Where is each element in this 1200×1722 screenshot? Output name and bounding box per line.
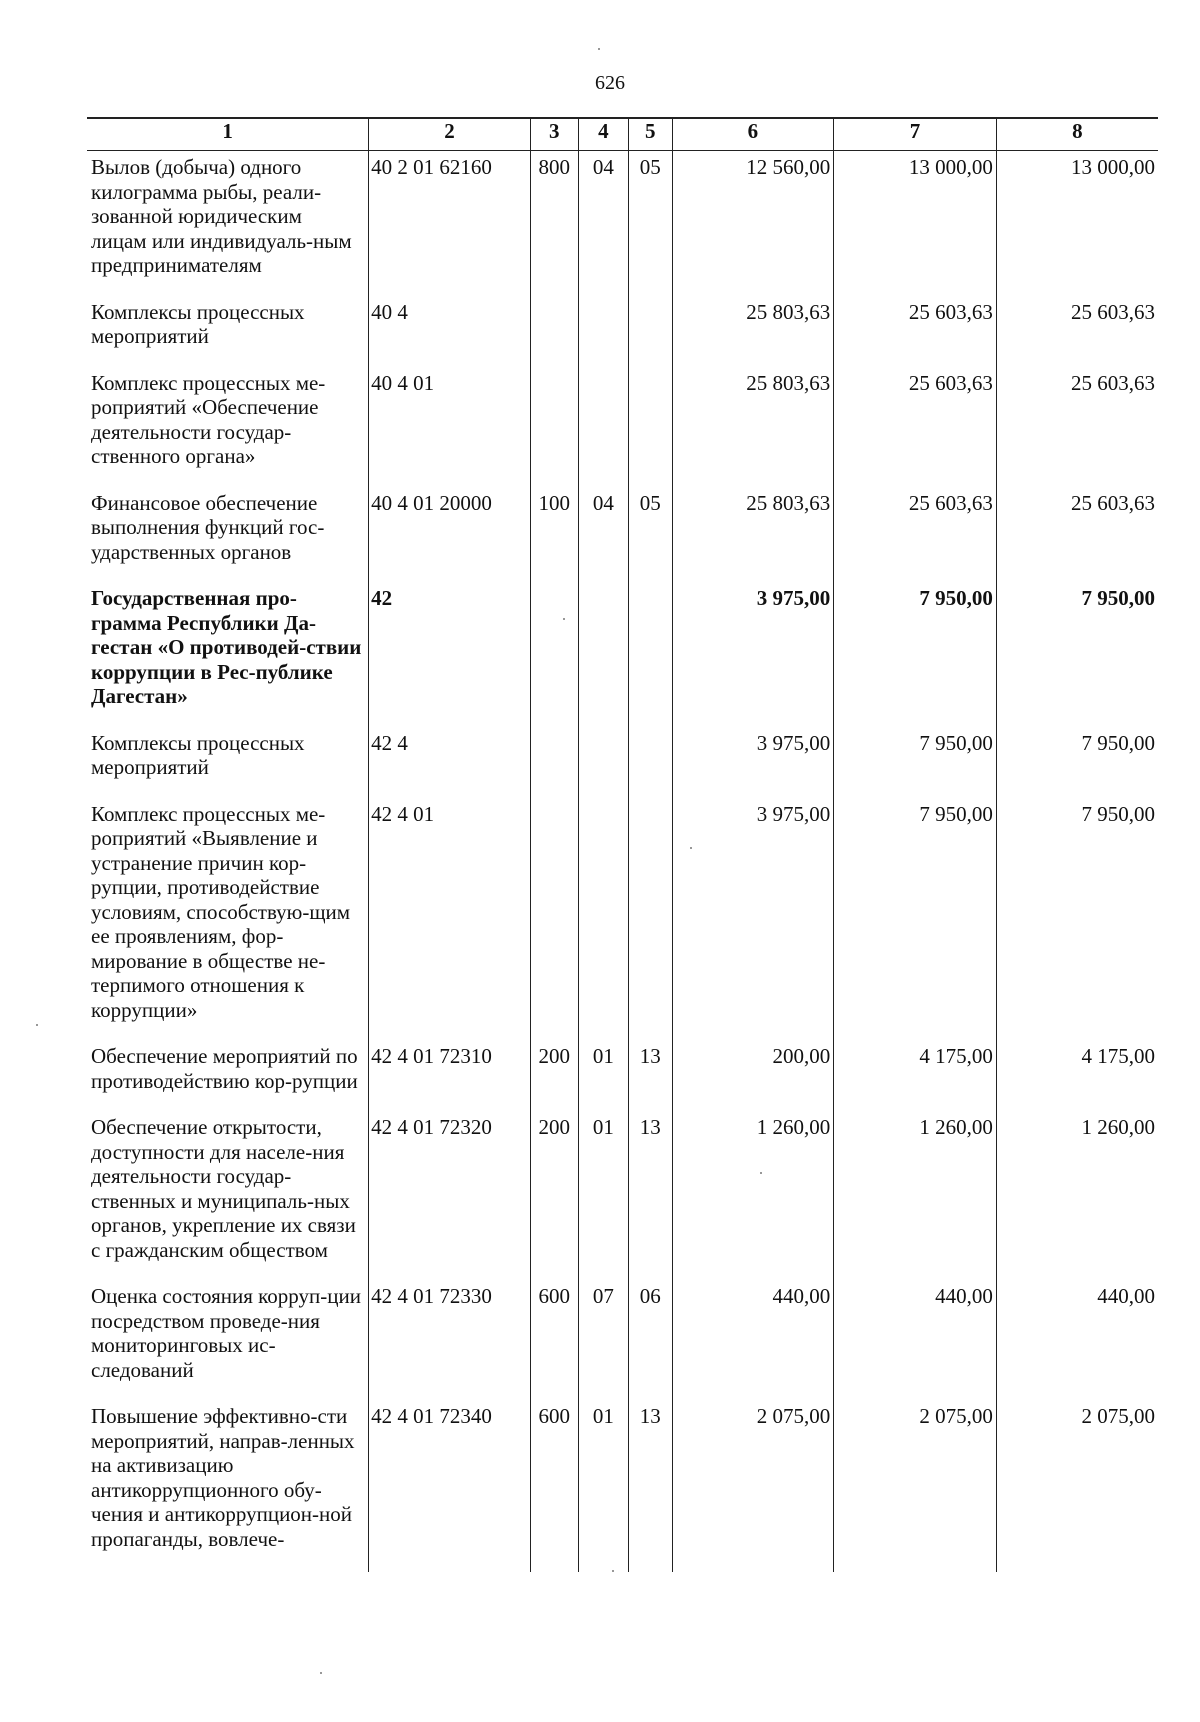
table-row bbox=[87, 1280, 1158, 1400]
row-col4-cell bbox=[578, 798, 628, 1041]
row-value8-cell: 2 075,00 bbox=[996, 1400, 1158, 1572]
column-header-1: 1 bbox=[87, 118, 369, 151]
row-value7-cell: 440,00 bbox=[834, 1280, 997, 1400]
row-col4-cell bbox=[578, 727, 628, 798]
row-col4-cell: 01 bbox=[578, 1400, 628, 1572]
row-value8-cell: 7 950,00 bbox=[996, 727, 1158, 798]
column-header-3: 3 bbox=[530, 118, 578, 151]
row-value8-cell: 25 603,63 bbox=[996, 296, 1158, 367]
row-value7-cell: 7 950,00 bbox=[834, 798, 997, 1041]
row-col3-cell bbox=[530, 367, 578, 487]
table-row bbox=[87, 367, 1158, 487]
row-code-cell: 42 4 01 72320 bbox=[369, 1111, 531, 1280]
row-value6-cell: 12 560,00 bbox=[672, 151, 834, 296]
table-row bbox=[87, 487, 1158, 583]
row-col4-cell: 04 bbox=[578, 487, 628, 583]
row-col4-cell bbox=[578, 582, 628, 727]
table-row bbox=[87, 1040, 1158, 1111]
row-col3-cell bbox=[530, 798, 578, 1041]
row-code-cell: 42 4 01 72330 bbox=[369, 1280, 531, 1400]
row-col3-cell: 600 bbox=[530, 1400, 578, 1572]
scan-speck bbox=[612, 1570, 614, 1572]
row-value7-cell: 13 000,00 bbox=[834, 151, 997, 296]
row-value8-cell: 7 950,00 bbox=[996, 798, 1158, 1041]
row-name-cell: Комплекс процессных ме-роприятий «Выявление и устранение причин кор-рупции, противодействие условиям, способствую-щим ее проявлениям, фор-мирование в обществе не-терпимого отношения к коррупции» bbox=[87, 798, 369, 1041]
row-name-cell: Обеспечение открытости, доступности для населе-ния деятельности государ-ственных и муниципаль-ных органов, укрепление их связи с гражданским обществом bbox=[87, 1111, 369, 1280]
row-col5-cell bbox=[628, 727, 672, 798]
column-header-7: 7 bbox=[834, 118, 997, 151]
row-value6-cell: 440,00 bbox=[672, 1280, 834, 1400]
row-col3-cell bbox=[530, 727, 578, 798]
column-header-8: 8 bbox=[996, 118, 1158, 151]
row-col3-cell bbox=[530, 582, 578, 727]
column-header-4: 4 bbox=[578, 118, 628, 151]
row-col5-cell: 13 bbox=[628, 1040, 672, 1111]
row-col4-cell: 04 bbox=[578, 151, 628, 296]
row-code-cell: 42 4 bbox=[369, 727, 531, 798]
row-value8-cell: 4 175,00 bbox=[996, 1040, 1158, 1111]
column-header-6: 6 bbox=[672, 118, 834, 151]
row-value6-cell: 3 975,00 bbox=[672, 727, 834, 798]
header-row bbox=[87, 118, 1158, 151]
row-code-cell: 42 4 01 72310 bbox=[369, 1040, 531, 1111]
row-value7-cell: 7 950,00 bbox=[834, 727, 997, 798]
row-name-cell: Вылов (добыча) одного килограмма рыбы, реали-зованной юридическим лицам или индивидуаль-ным предпринимателям bbox=[87, 151, 369, 296]
row-col3-cell: 800 bbox=[530, 151, 578, 296]
table-row bbox=[87, 296, 1158, 367]
scan-speck bbox=[760, 1172, 762, 1174]
row-value8-cell: 25 603,63 bbox=[996, 487, 1158, 583]
table-row bbox=[87, 727, 1158, 798]
row-col4-cell bbox=[578, 296, 628, 367]
row-value8-cell: 7 950,00 bbox=[996, 582, 1158, 727]
row-value6-cell: 3 975,00 bbox=[672, 582, 834, 727]
row-name-cell: Повышение эффективно-сти мероприятий, направ-ленных на активизацию антикоррупционного обу-чения и антикоррупцион-ной пропаганды, вовлече- bbox=[87, 1400, 369, 1572]
scan-speck bbox=[563, 618, 565, 620]
row-value6-cell: 25 803,63 bbox=[672, 367, 834, 487]
row-value8-cell: 13 000,00 bbox=[996, 151, 1158, 296]
row-code-cell: 42 4 01 72340 bbox=[369, 1400, 531, 1572]
row-name-cell: Комплексы процессных мероприятий bbox=[87, 296, 369, 367]
row-col5-cell: 05 bbox=[628, 487, 672, 583]
row-value8-cell: 25 603,63 bbox=[996, 367, 1158, 487]
page-number: 626 bbox=[595, 72, 625, 94]
row-col5-cell bbox=[628, 367, 672, 487]
row-col5-cell: 06 bbox=[628, 1280, 672, 1400]
table-row bbox=[87, 1111, 1158, 1280]
row-col3-cell bbox=[530, 296, 578, 367]
budget-table bbox=[87, 117, 1158, 1572]
row-value7-cell: 1 260,00 bbox=[834, 1111, 997, 1280]
row-col5-cell bbox=[628, 582, 672, 727]
row-value6-cell: 25 803,63 bbox=[672, 296, 834, 367]
table-row bbox=[87, 582, 1158, 727]
row-col5-cell: 13 bbox=[628, 1400, 672, 1572]
row-col3-cell: 200 bbox=[530, 1040, 578, 1111]
row-col5-cell: 05 bbox=[628, 151, 672, 296]
row-code-cell: 40 2 01 62160 bbox=[369, 151, 531, 296]
column-header-5: 5 bbox=[628, 118, 672, 151]
scan-speck bbox=[320, 1672, 322, 1674]
table-row bbox=[87, 151, 1158, 296]
scan-speck bbox=[598, 48, 600, 50]
row-col5-cell: 13 bbox=[628, 1111, 672, 1280]
row-value7-cell: 25 603,63 bbox=[834, 487, 997, 583]
row-value6-cell: 25 803,63 bbox=[672, 487, 834, 583]
row-value8-cell: 1 260,00 bbox=[996, 1111, 1158, 1280]
row-code-cell: 40 4 01 20000 bbox=[369, 487, 531, 583]
row-code-cell: 40 4 01 bbox=[369, 367, 531, 487]
row-name-cell: Финансовое обеспечение выполнения функций гос-ударственных органов bbox=[87, 487, 369, 583]
row-value6-cell: 2 075,00 bbox=[672, 1400, 834, 1572]
row-name-cell: Обеспечение мероприятий по противодействию кор-рупции bbox=[87, 1040, 369, 1111]
scan-speck bbox=[36, 1024, 38, 1026]
row-name-cell: Государственная про-грамма Республики Да-гестан «О противодей-ствии коррупции в Рес-публике Дагестан» bbox=[87, 582, 369, 727]
row-value6-cell: 200,00 bbox=[672, 1040, 834, 1111]
row-col5-cell bbox=[628, 296, 672, 367]
row-col4-cell: 07 bbox=[578, 1280, 628, 1400]
row-name-cell: Комплексы процессных мероприятий bbox=[87, 727, 369, 798]
row-col3-cell: 100 bbox=[530, 487, 578, 583]
table-row bbox=[87, 1400, 1158, 1572]
row-value6-cell: 1 260,00 bbox=[672, 1111, 834, 1280]
row-code-cell: 42 4 01 bbox=[369, 798, 531, 1041]
row-value8-cell: 440,00 bbox=[996, 1280, 1158, 1400]
row-value7-cell: 7 950,00 bbox=[834, 582, 997, 727]
row-value6-cell: 3 975,00 bbox=[672, 798, 834, 1041]
row-name-cell: Комплекс процессных ме-роприятий «Обеспечение деятельности государ-ственного органа» bbox=[87, 367, 369, 487]
row-value7-cell: 25 603,63 bbox=[834, 367, 997, 487]
row-name-cell: Оценка состояния корруп-ции посредством проведе-ния мониторинговых ис-следований bbox=[87, 1280, 369, 1400]
row-value7-cell: 25 603,63 bbox=[834, 296, 997, 367]
row-col4-cell: 01 bbox=[578, 1040, 628, 1111]
row-value7-cell: 2 075,00 bbox=[834, 1400, 997, 1572]
row-col4-cell bbox=[578, 367, 628, 487]
scan-speck bbox=[690, 847, 692, 849]
row-code-cell: 40 4 bbox=[369, 296, 531, 367]
row-col5-cell bbox=[628, 798, 672, 1041]
row-code-cell: 42 bbox=[369, 582, 531, 727]
row-col4-cell: 01 bbox=[578, 1111, 628, 1280]
table-row bbox=[87, 798, 1158, 1041]
row-col3-cell: 600 bbox=[530, 1280, 578, 1400]
row-col3-cell: 200 bbox=[530, 1111, 578, 1280]
column-header-2: 2 bbox=[369, 118, 531, 151]
row-value7-cell: 4 175,00 bbox=[834, 1040, 997, 1111]
